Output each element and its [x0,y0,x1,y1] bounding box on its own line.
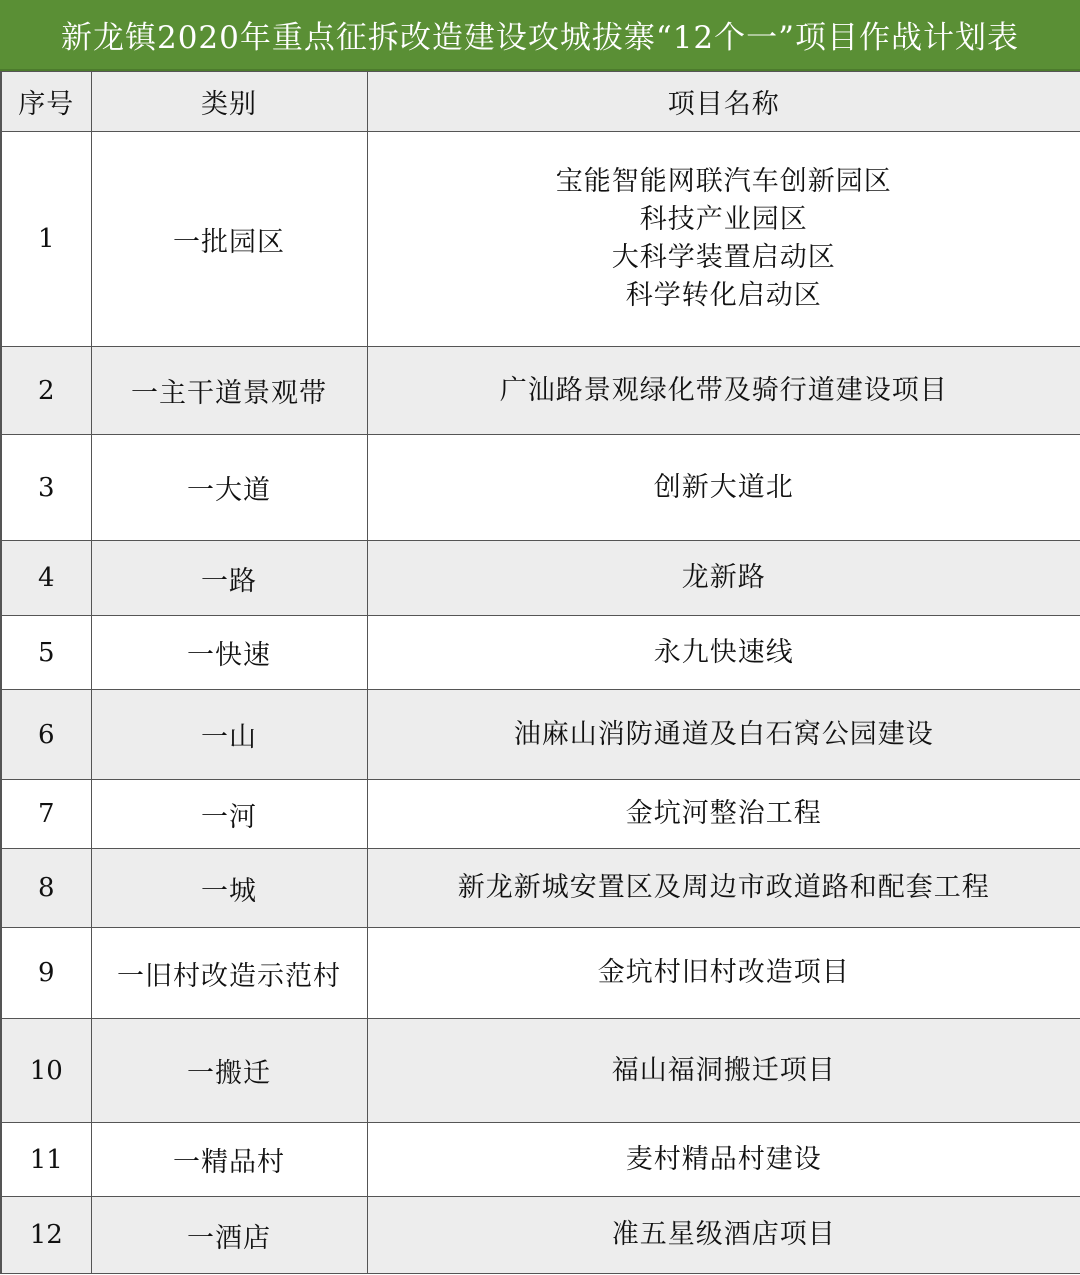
row-number: 10 [1,1019,91,1123]
header-category: 类别 [91,72,367,132]
row-project-names [367,690,1080,780]
project-name: 准五星级酒店项目 [611,1219,836,1250]
row-category: 一精品村 [91,1123,367,1197]
project-name: 麦村精品村建设 [625,1143,822,1175]
project-name: 大科学装置启动区 [611,242,836,273]
project-name: 广汕路景观绿化带及骑行道建设项目 [499,374,948,406]
row-category: 一大道 [91,435,367,541]
project-name: 创新大道北 [653,471,794,503]
row-number: 11 [1,1123,91,1197]
row-category: 一城 [91,849,367,928]
table-title: 新龙镇2020年重点征拆改造建设攻城拔寨“12个一”项目作战计划表 [0,0,1080,71]
row-category: 一搬迁 [91,1019,367,1123]
header-row [1,72,1080,132]
row-category: 一酒店 [91,1197,367,1274]
table-row [1,435,1080,541]
row-project-names [367,347,1080,435]
row-category: 一山 [91,690,367,780]
project-name: 金坑村旧村改造项目 [597,957,850,988]
row-category: 一批园区 [91,132,367,347]
row-number: 1 [1,132,91,347]
table-row [1,690,1080,780]
table-row [1,1197,1080,1274]
header-name: 项目名称 [367,72,1080,132]
table-row [1,1019,1080,1123]
row-project-names [367,616,1080,690]
row-number: 3 [1,435,91,541]
project-name: 科学转化启动区 [625,280,822,311]
project-name: 金坑河整治工程 [625,798,822,829]
table-row [1,928,1080,1019]
project-name: 宝能智能网联汽车创新园区 [555,166,892,197]
row-category: 一旧村改造示范村 [91,928,367,1019]
table-row [1,1123,1080,1197]
row-project-names [367,1197,1080,1274]
row-number: 4 [1,541,91,616]
table-row [1,541,1080,616]
project-name: 科技产业园区 [639,204,808,235]
row-project-names [367,849,1080,928]
row-project-names [367,928,1080,1019]
row-project-names [367,541,1080,616]
project-name: 油麻山消防通道及白石窝公园建设 [513,718,934,750]
row-project-names [367,132,1080,347]
row-project-names [367,435,1080,541]
row-number: 7 [1,780,91,849]
project-name: 新龙新城安置区及周边市政道路和配套工程 [457,872,990,903]
row-project-names [367,1123,1080,1197]
row-category: 一主干道景观带 [91,347,367,435]
row-category: 一快速 [91,616,367,690]
row-category: 一路 [91,541,367,616]
row-number: 8 [1,849,91,928]
project-table [0,71,1080,1274]
table-row [1,132,1080,347]
row-category: 一河 [91,780,367,849]
project-name: 龙新路 [681,562,766,593]
row-project-names [367,780,1080,849]
header-num: 序号 [1,72,91,132]
project-name: 永九快速线 [653,636,794,668]
row-number: 9 [1,928,91,1019]
row-project-names [367,1019,1080,1123]
row-number: 2 [1,347,91,435]
row-number: 6 [1,690,91,780]
table-body [1,132,1080,1274]
row-number: 5 [1,616,91,690]
row-number: 12 [1,1197,91,1274]
project-name: 福山福洞搬迁项目 [611,1054,836,1086]
table-row [1,616,1080,690]
table-row [1,849,1080,928]
table-row [1,780,1080,849]
table-row [1,347,1080,435]
